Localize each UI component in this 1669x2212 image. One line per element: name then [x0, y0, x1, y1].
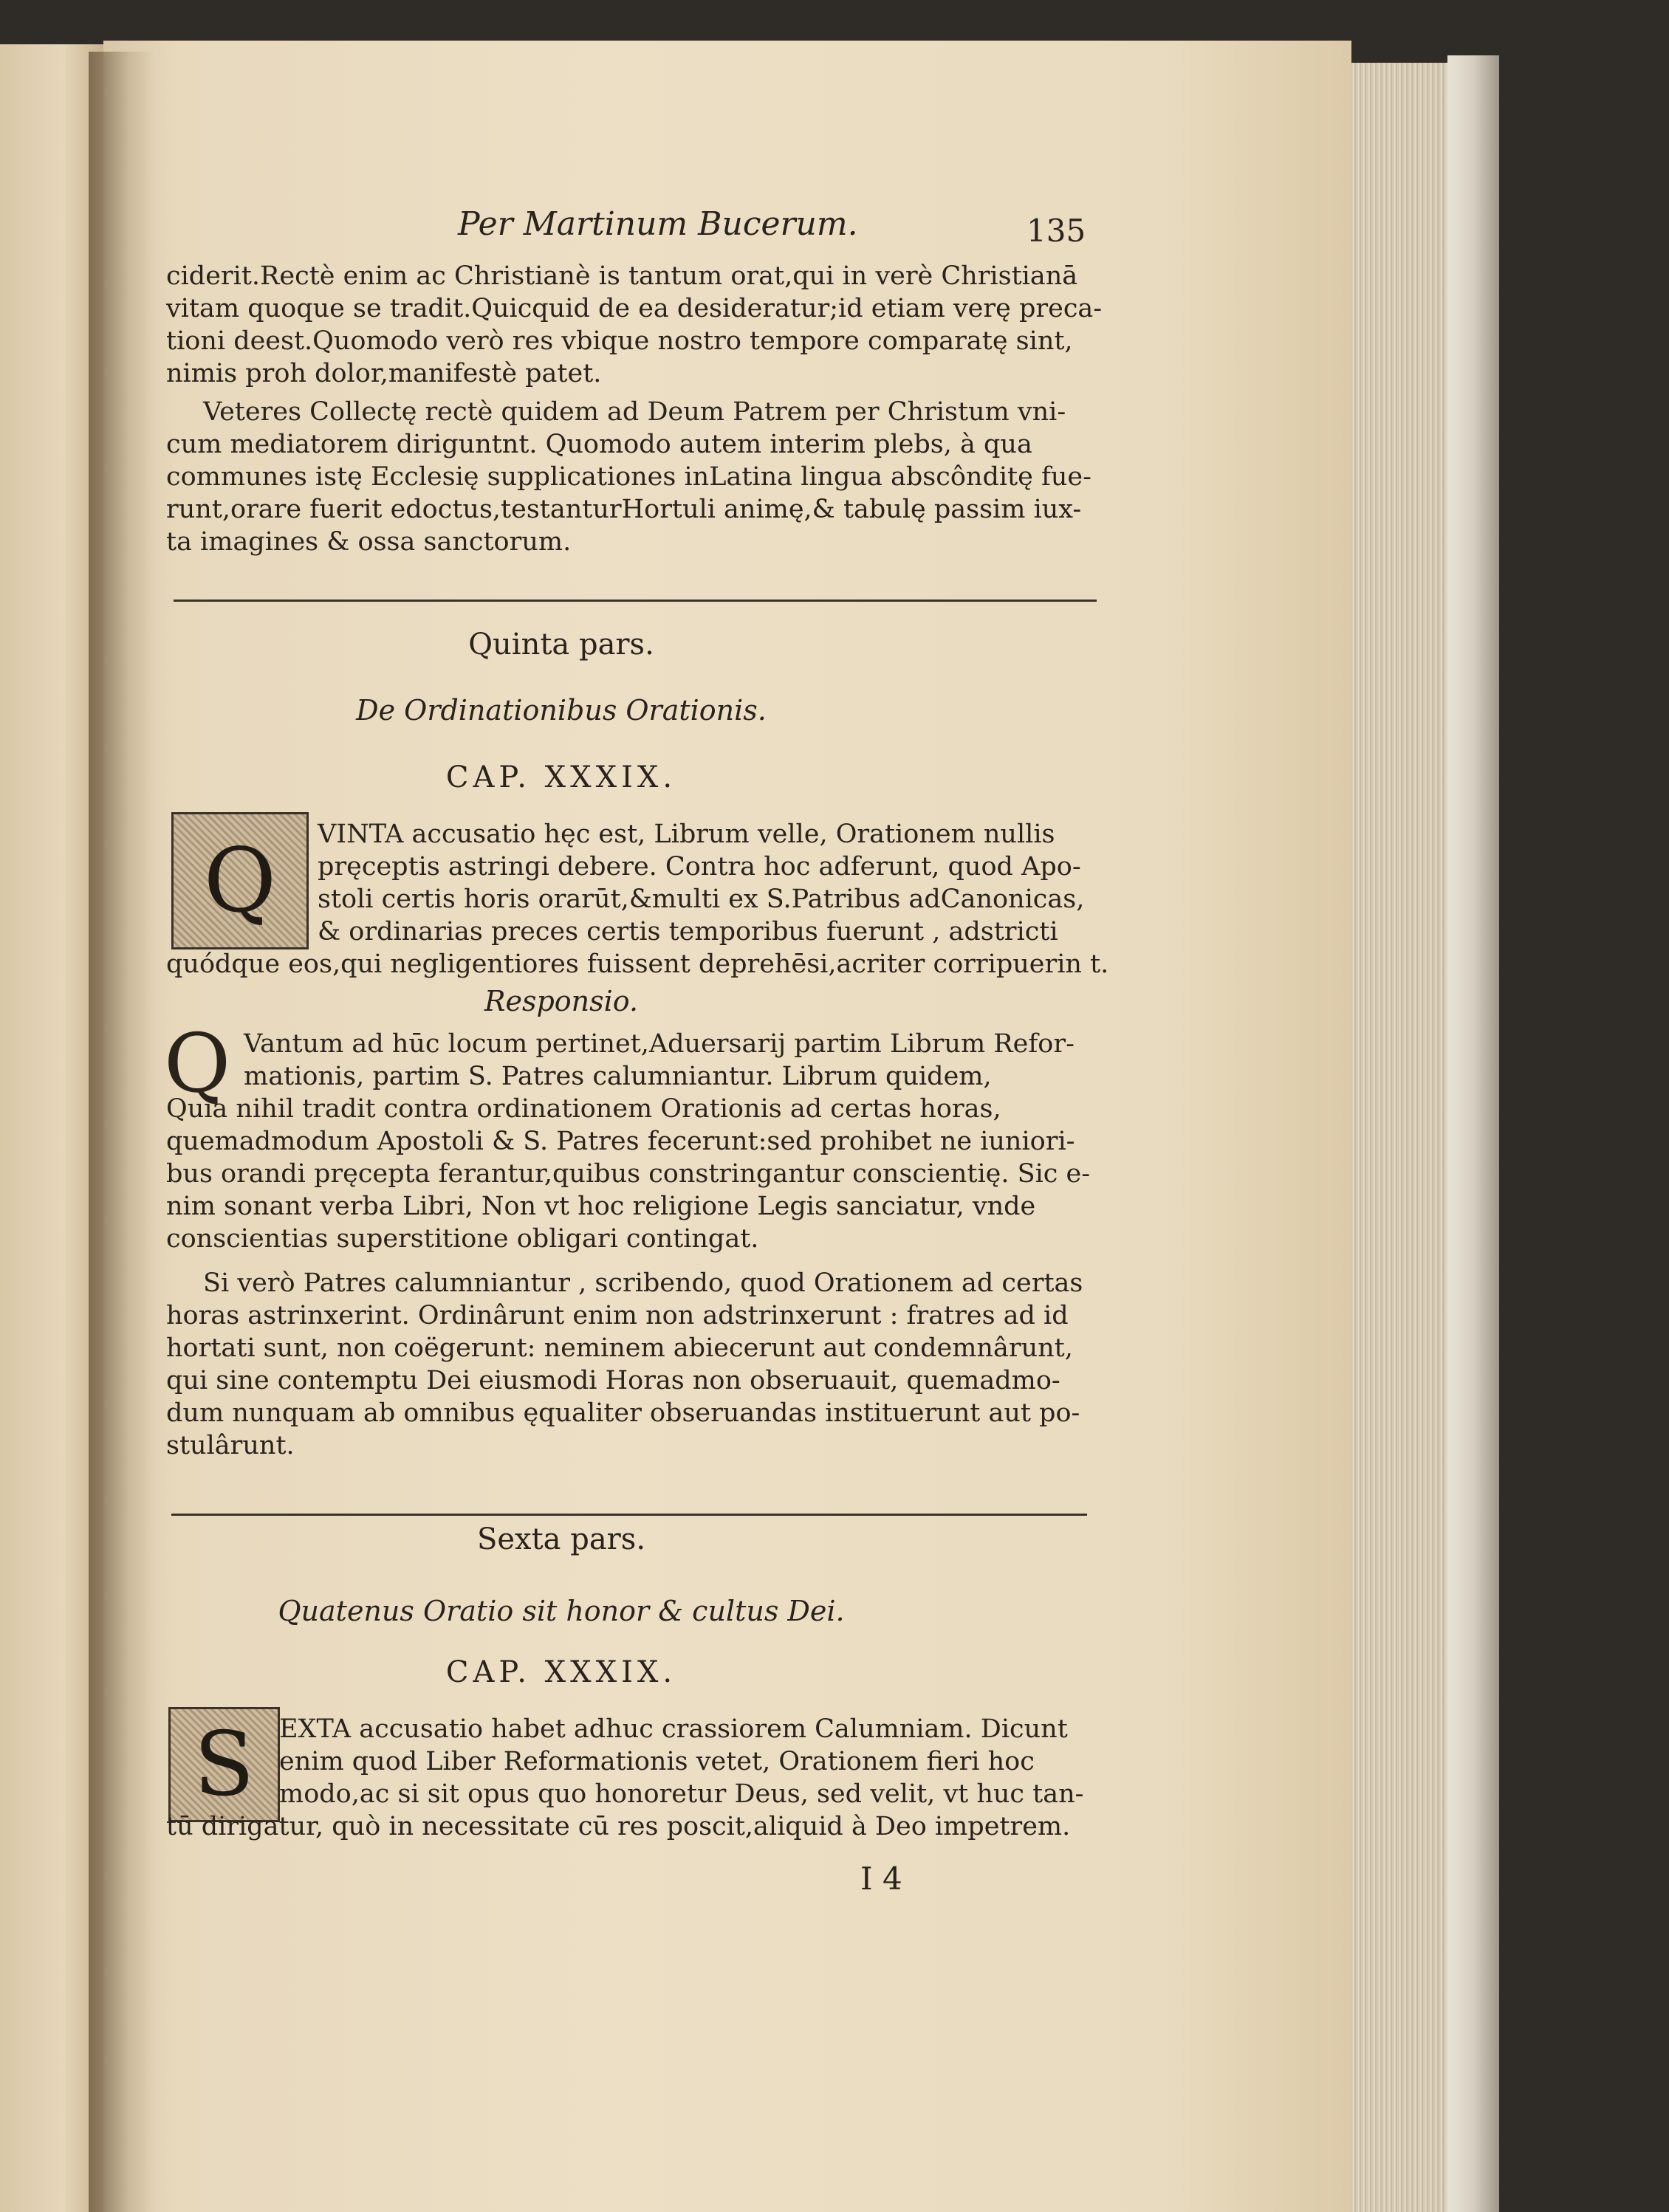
responsio-heading: Responsio.: [484, 985, 639, 1017]
text-line: stoli certis horis orarūt,&multi ex S.Patribus adCanonicas,: [318, 885, 1085, 914]
text-line: vitam quoque se tradit.Quicquid de ea desideratur;id etiam verę preca-: [166, 294, 1103, 323]
text-line: Veteres Collectę rectè quidem ad Deum Patrem per Christum vni-: [203, 397, 1066, 427]
chapter-heading: CAP. XXXIX.: [445, 1655, 677, 1689]
text-line: ciderit.Rectè enim ac Christianè is tantum orat,qui in verè Christianā: [166, 261, 1078, 291]
text-line: quemadmodum Apostoli & S. Patres fecerunt:sed prohibet ne iuniori-: [166, 1127, 1075, 1156]
text-line: modo,ac si sit opus quo honoretur Deus, sed velit, vt huc tan-: [279, 1779, 1084, 1809]
text-line: ta imagines & ossa sanctorum.: [166, 527, 572, 557]
text-line: Si verò Patres calumniantur , scribendo, quod Orationem ad certas: [203, 1268, 1083, 1298]
text-line: runt,orare fuerit edoctus,testanturHortuli animę,& tabulę passim iux-: [166, 495, 1082, 524]
text-line: VINTA accusatio hęc est, Librum velle, Orationem nullis: [318, 820, 1055, 849]
text-line: pręceptis astringi debere. Contra hoc adferunt, quod Apo-: [318, 852, 1081, 882]
drop-cap: Q: [164, 1016, 231, 1110]
text-line: mationis, partim S. Patres calumniantur. Librum quidem,: [244, 1062, 992, 1091]
text-line: nimis proh dolor,manifestè patet.: [166, 359, 602, 388]
decorated-initial: [168, 1707, 280, 1822]
facing-page-edge: [0, 44, 103, 2212]
text-line: dum nunquam ab omnibus ęqualiter obseruandas instituerunt aut po-: [166, 1398, 1080, 1428]
initial-letter: Q: [203, 829, 277, 932]
running-head-title: Per Martinum Bucerum.: [458, 205, 858, 243]
text-line: quódque eos,qui negligentiores fuissent deprehēsi,acriter corripuerin t.: [166, 949, 1109, 979]
text-line: qui sine contemptu Dei eiusmodi Horas non obseruauit, quemadmo-: [166, 1366, 1060, 1395]
page-stack-edges: [1351, 63, 1447, 2212]
text-line: tioni deest.Quomodo verò res vbique nostro tempore comparatę sint,: [166, 326, 1073, 356]
text-line: conscientias superstitione obligari contingat.: [166, 1224, 759, 1254]
section-subtitle: De Ordinationibus Orationis.: [356, 694, 767, 727]
text-line: communes istę Ecclesię supplicationes inLatina lingua abscônditę fue-: [166, 462, 1091, 492]
chapter-heading: CAP. XXXIX.: [445, 760, 677, 794]
section-title: Sexta pars.: [476, 1522, 646, 1556]
text-line: EXTA accusatio habet adhuc crassiorem Calumniam. Dicunt: [279, 1714, 1068, 1744]
gutter-shadow: [89, 52, 155, 2212]
text-line: nim sonant verba Libri, Non vt hoc religione Legis sanciatur, vnde: [166, 1192, 1036, 1221]
text-line: stulârunt.: [166, 1431, 295, 1460]
initial-letter: S: [193, 1713, 255, 1816]
text-line: Quia nihil tradit contra ordinationem Orationis ad certas horas,: [166, 1094, 1001, 1124]
text-line: cum mediatorem diriguntnt. Quomodo autem interim plebs, à qua: [166, 430, 1032, 459]
section-subtitle: Quatenus Oratio sit honor & cultus Dei.: [278, 1595, 845, 1627]
book-cover-edge: [1447, 55, 1499, 2212]
text-line: Vantum ad hūc locum pertinet,Aduersarij partim Librum Refor-: [244, 1029, 1075, 1059]
section-divider: [174, 600, 1097, 602]
decorated-initial: [171, 812, 309, 949]
text-line: tū dirigatur, quò in necessitate cū res poscit,aliquid à Deo impetrem.: [166, 1812, 1071, 1841]
text-line: enim quod Liber Reformationis vetet, Orationem fieri hoc: [279, 1747, 1035, 1776]
text-line: hortati sunt, non coëgerunt: neminem abiecerunt aut condemnârunt,: [166, 1333, 1073, 1363]
section-divider: [171, 1514, 1087, 1516]
signature-mark: I 4: [860, 1861, 902, 1897]
section-title: Quinta pars.: [468, 628, 654, 662]
text-line: horas astrinxerint. Ordinârunt enim non adstrinxerunt : fratres ad id: [166, 1301, 1069, 1330]
text-line: & ordinarias preces certis temporibus fuerunt , adstricti: [318, 917, 1058, 947]
page-number: 135: [1027, 213, 1086, 249]
text-line: bus orandi pręcepta ferantur,quibus constringantur conscientię. Sic e-: [166, 1159, 1091, 1189]
